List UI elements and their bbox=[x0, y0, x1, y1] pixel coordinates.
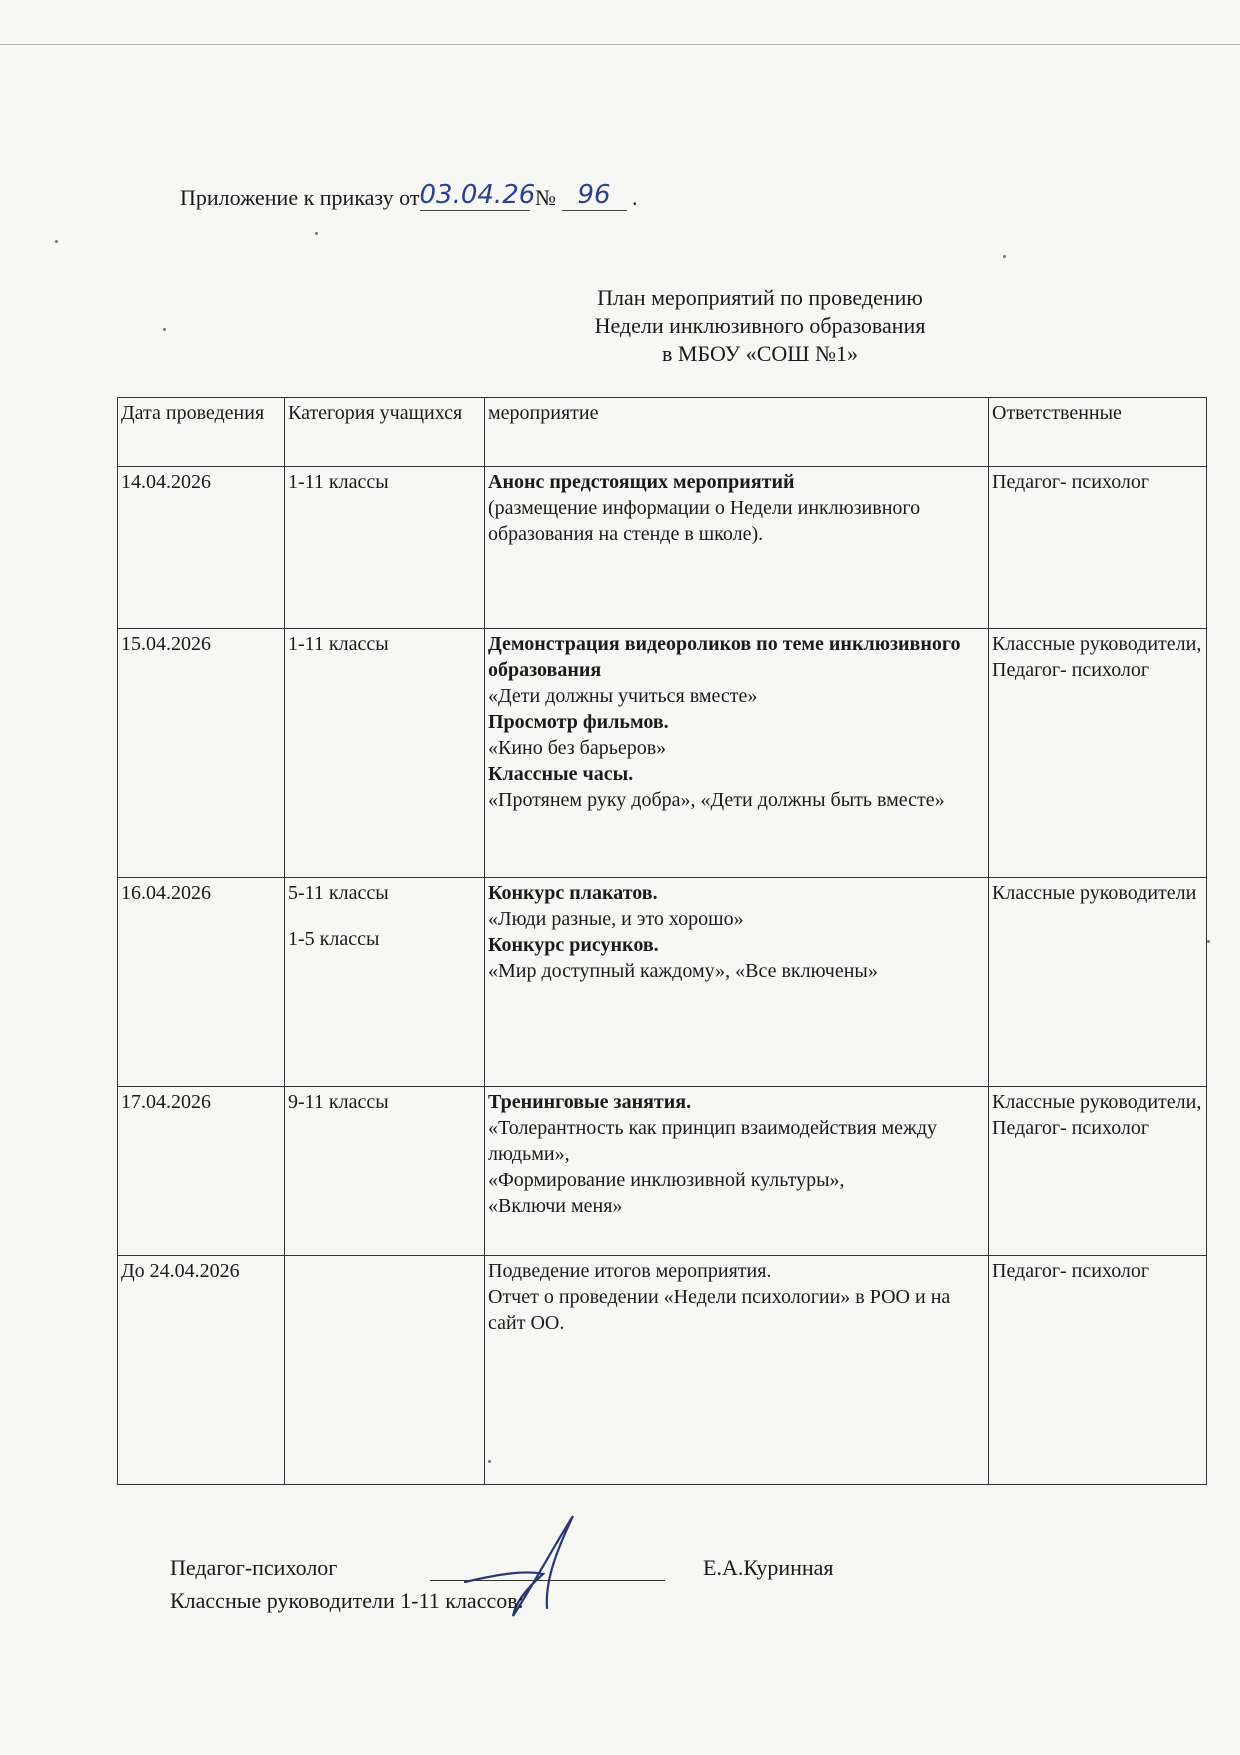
table-row bbox=[118, 1087, 1207, 1256]
cell-category: 1-11 классы bbox=[285, 467, 485, 629]
event-text: (размещение информации о Недели инклюзивного образования на стенде в школе). bbox=[488, 497, 921, 545]
cell-event bbox=[485, 1256, 989, 1485]
cell-responsible: Педагог- психолог bbox=[989, 467, 1207, 629]
table-row bbox=[118, 629, 1207, 878]
cell-category: 1-11 классы bbox=[285, 629, 485, 878]
number-sign: № bbox=[535, 185, 556, 210]
cell-responsible bbox=[989, 629, 1207, 878]
event-title: Классные часы. bbox=[488, 763, 634, 785]
footer-name: Е.А.Куринная bbox=[703, 1555, 834, 1580]
order-number: 96 bbox=[562, 180, 627, 211]
appendix-line bbox=[180, 182, 638, 213]
responsible-line: Классные руководители, bbox=[992, 1091, 1202, 1113]
event-text: «Кино без барьеров» bbox=[488, 737, 667, 759]
cell-date: 14.04.2026 bbox=[118, 467, 285, 629]
event-text: «Толерантность как принцип взаимодействия между людьми», bbox=[488, 1117, 938, 1165]
category-line: 5-11 классы bbox=[288, 882, 389, 904]
event-title: Анонс предстоящих мероприятий bbox=[488, 471, 795, 493]
scan-speck bbox=[315, 232, 318, 235]
plan-title bbox=[520, 284, 1000, 368]
cell-responsible: Педагог- психолог bbox=[989, 1256, 1207, 1485]
cell-date: До 24.04.2026 bbox=[118, 1256, 285, 1485]
event-title: Тренинговые занятия. bbox=[488, 1091, 692, 1113]
cell-responsible bbox=[989, 1087, 1207, 1256]
order-date: 03.04.26 bbox=[419, 180, 536, 210]
scan-speck bbox=[163, 328, 166, 331]
cell-event bbox=[485, 1087, 989, 1256]
cell-responsible: Классные руководители bbox=[989, 878, 1207, 1087]
cell-event bbox=[485, 467, 989, 629]
table-header-row bbox=[118, 398, 1207, 467]
event-text: «Люди разные, и это хорошо» bbox=[488, 908, 744, 930]
responsible-line: Педагог- психолог bbox=[992, 1117, 1150, 1139]
event-text: «Дети должны учиться вместе» bbox=[488, 685, 758, 707]
cell-category bbox=[285, 878, 485, 1087]
footer-role: Педагог-психолог bbox=[170, 1555, 338, 1580]
responsible-line: Классные руководители, bbox=[992, 633, 1202, 655]
cell-category: 9-11 классы bbox=[285, 1087, 485, 1256]
title-line-1: План мероприятий по проведению bbox=[597, 285, 923, 310]
cell-event bbox=[485, 878, 989, 1087]
event-text: Подведение итогов мероприятия. bbox=[488, 1260, 772, 1282]
responsible-line: Педагог- психолог bbox=[992, 659, 1150, 681]
event-title: Демонстрация видеороликов по теме инклюзивного образования bbox=[488, 633, 961, 681]
event-title: Конкурс рисунков. bbox=[488, 934, 659, 956]
appendix-trailing: . bbox=[632, 185, 638, 210]
header-event: мероприятие bbox=[485, 398, 989, 467]
events-table bbox=[117, 397, 1207, 1485]
appendix-text: Приложение к приказу от bbox=[180, 185, 420, 210]
event-text: «Формирование инклюзивной культуры», bbox=[488, 1169, 845, 1191]
category-line: 1-5 классы bbox=[288, 928, 380, 950]
event-text: «Протянем руку добра», «Дети должны быть вместе» bbox=[488, 789, 945, 811]
scan-speck bbox=[55, 240, 58, 243]
scan-speck bbox=[1003, 255, 1006, 258]
scan-speck bbox=[1207, 940, 1210, 943]
cell-date: 15.04.2026 bbox=[118, 629, 285, 878]
header-category: Категория учащихся bbox=[285, 398, 485, 467]
event-text: Отчет о проведении «Недели психологии» в РОО и на сайт ОО. bbox=[488, 1286, 951, 1334]
event-text: «Мир доступный каждому», «Все включены» bbox=[488, 960, 878, 982]
header-responsible: Ответственные bbox=[989, 398, 1207, 467]
cell-category bbox=[285, 1256, 485, 1485]
event-text: «Включи меня» bbox=[488, 1195, 623, 1217]
scan-edge-line bbox=[0, 44, 1240, 45]
table-row bbox=[118, 878, 1207, 1087]
table-row bbox=[118, 1256, 1207, 1485]
title-line-2: Недели инклюзивного образования bbox=[594, 313, 926, 338]
title-line-3: в МБОУ «СОШ №1» bbox=[662, 341, 858, 366]
table-row bbox=[118, 467, 1207, 629]
category-gap bbox=[288, 906, 481, 926]
footer-class-teachers: Классные руководители 1-11 классов: bbox=[170, 1588, 524, 1613]
event-title: Конкурс плакатов. bbox=[488, 882, 658, 904]
event-title: Просмотр фильмов. bbox=[488, 711, 669, 733]
cell-date: 17.04.2026 bbox=[118, 1087, 285, 1256]
cell-event bbox=[485, 629, 989, 878]
cell-date: 16.04.2026 bbox=[118, 878, 285, 1087]
header-date: Дата проведения bbox=[118, 398, 285, 467]
